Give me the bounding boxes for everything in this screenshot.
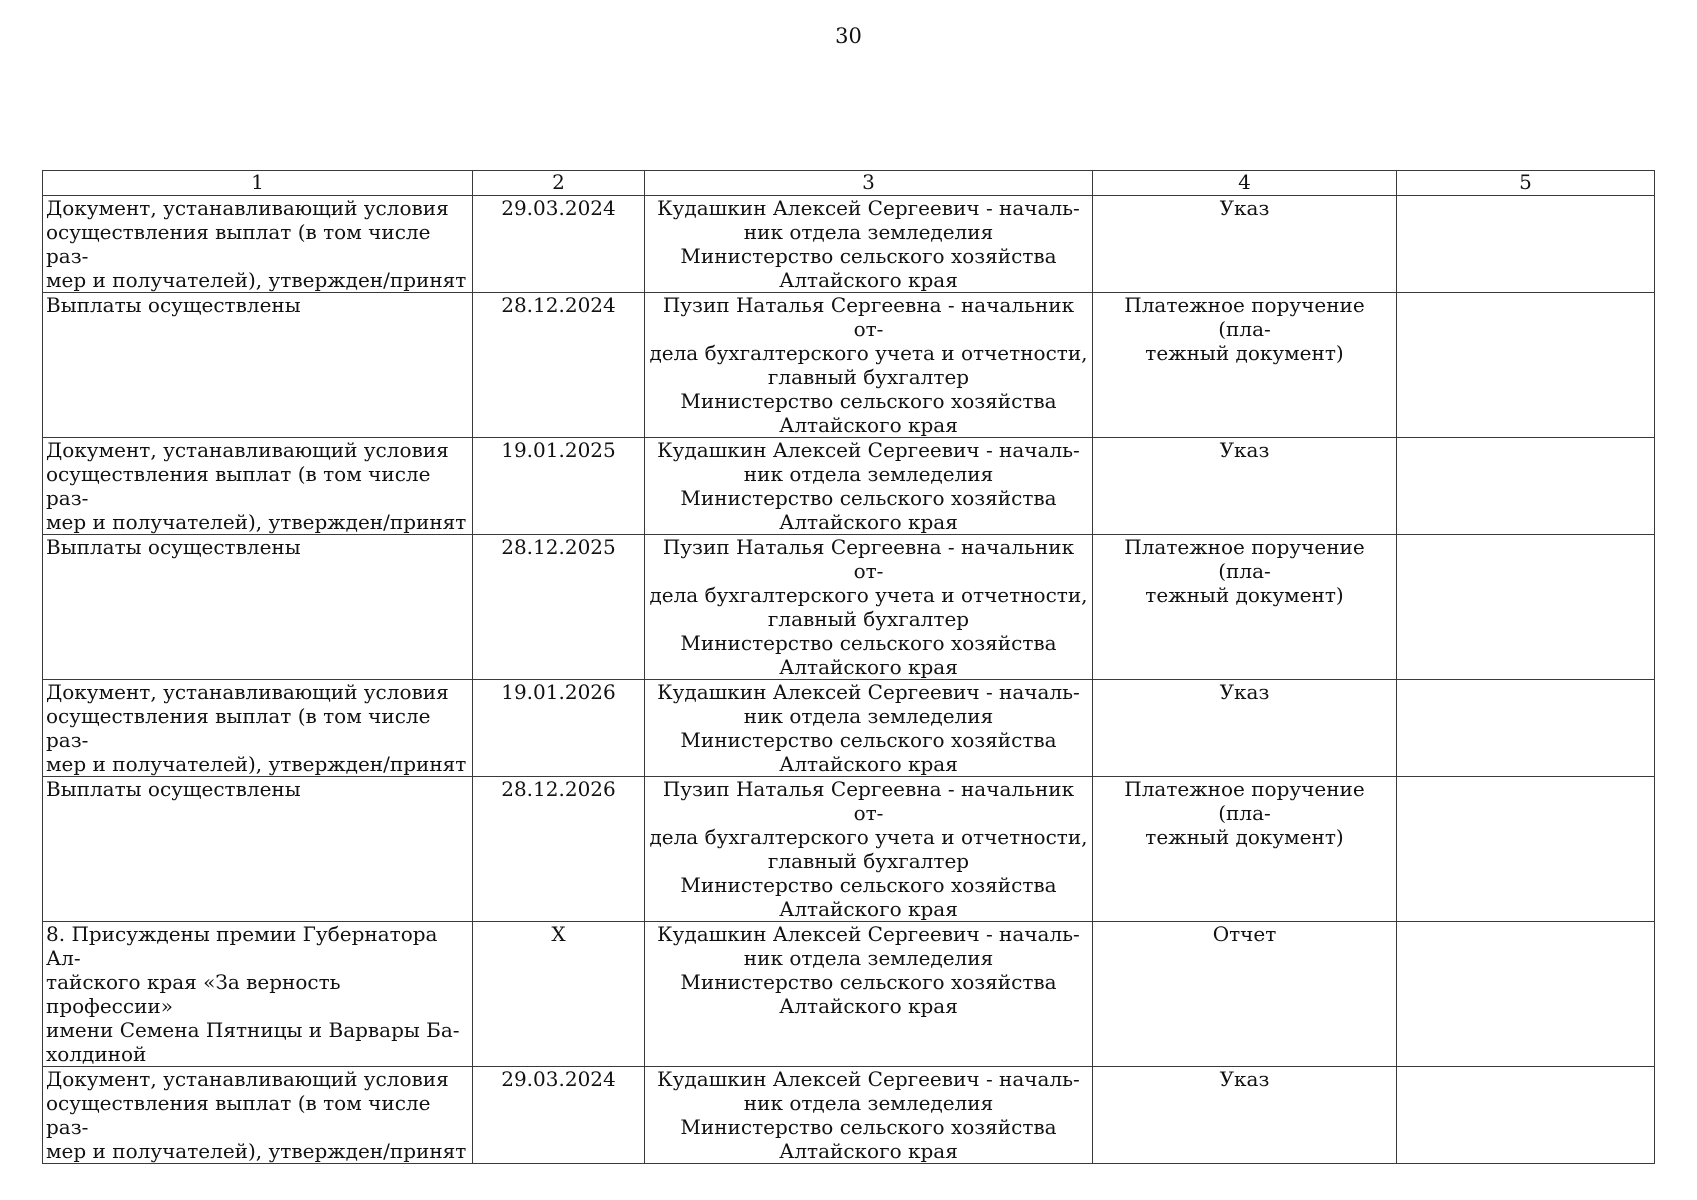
responsible-person-cell-line: главный бухгалтер — [767, 849, 970, 873]
responsible-person-cell-line: главный бухгалтер — [767, 365, 970, 389]
event-description-cell — [43, 777, 473, 922]
column-5-cell — [1397, 535, 1655, 680]
header-row — [43, 171, 1655, 196]
responsible-person-cell-line: Алтайского края — [779, 413, 958, 437]
document-type-cell — [1093, 535, 1397, 680]
responsible-person-cell-line: Алтайского края — [779, 510, 958, 534]
date-cell: 28.12.2024 — [473, 293, 645, 438]
document-type-cell-line: Платежное поручение (пла- — [1124, 777, 1365, 825]
responsible-person-cell-line: Алтайского края — [779, 655, 958, 679]
event-description-cell-line: осуществления выплат (в том числе раз- — [46, 462, 431, 510]
document-type-cell — [1093, 196, 1397, 293]
responsible-person-cell-line: главный бухгалтер — [767, 607, 970, 631]
table-row — [43, 922, 1655, 1067]
event-description-cell-line: осуществления выплат (в том числе раз- — [46, 704, 431, 752]
event-description-cell — [43, 535, 473, 680]
responsible-person-cell-line: Пузип Наталья Сергеевна - начальник от- — [662, 777, 1075, 825]
responsible-person-cell — [645, 293, 1093, 438]
header-cell-5: 5 — [1397, 171, 1655, 196]
responsible-person-cell-line: дела бухгалтерского учета и отчетности, — [649, 825, 1088, 849]
responsible-person-cell-line: Кудашкин Алексей Сергеевич - началь- — [657, 680, 1080, 704]
event-description-cell-line: мер и получателей), утвержден/принят — [46, 1139, 467, 1163]
column-5-cell — [1397, 196, 1655, 293]
responsible-person-cell-line: ник отдела земледелия — [743, 462, 994, 486]
header-cell-3: 3 — [645, 171, 1093, 196]
responsible-person-cell-line: Министерство сельского хозяйства — [680, 873, 1057, 897]
event-description-cell — [43, 196, 473, 293]
event-description-cell-line: Выплаты осуществлены — [46, 535, 301, 559]
responsible-person-cell-line: Министерство сельского хозяйства — [680, 486, 1057, 510]
responsible-person-cell — [645, 196, 1093, 293]
table-body — [43, 196, 1655, 1164]
document-type-cell-line: Платежное поручение (пла- — [1124, 293, 1365, 341]
date-cell: 28.12.2026 — [473, 777, 645, 922]
date-cell: X — [473, 922, 645, 1067]
event-description-cell-line: мер и получателей), утвержден/принят — [46, 268, 467, 292]
column-5-cell — [1397, 922, 1655, 1067]
table-row — [43, 535, 1655, 680]
responsible-person-cell-line: Алтайского края — [779, 268, 958, 292]
event-description-cell-line: Документ, устанавливающий условия — [46, 680, 449, 704]
event-description-cell — [43, 293, 473, 438]
document-type-cell-line: тежный документ) — [1145, 583, 1344, 607]
column-5-cell — [1397, 1067, 1655, 1164]
responsible-person-cell-line: Алтайского края — [779, 1139, 958, 1163]
responsible-person-cell — [645, 777, 1093, 922]
event-description-cell-line: имени Семена Пятницы и Варвары Ба- — [46, 1018, 460, 1042]
responsible-person-cell-line: Кудашкин Алексей Сергеевич - началь- — [657, 1067, 1080, 1091]
event-description-cell-line: осуществления выплат (в том числе раз- — [46, 1091, 431, 1139]
document-type-cell-line: Указ — [1219, 196, 1270, 220]
column-5-cell — [1397, 438, 1655, 535]
responsible-person-cell-line: Министерство сельского хозяйства — [680, 1115, 1057, 1139]
column-5-cell — [1397, 777, 1655, 922]
table-row — [43, 680, 1655, 777]
responsible-person-cell-line: Министерство сельского хозяйства — [680, 389, 1057, 413]
document-type-cell — [1093, 1067, 1397, 1164]
document-type-cell — [1093, 777, 1397, 922]
responsible-person-cell-line: ник отдела земледелия — [743, 946, 994, 970]
document-type-cell-line: Указ — [1219, 438, 1270, 462]
responsible-person-cell-line: Алтайского края — [779, 752, 958, 776]
responsible-person-cell-line: Кудашкин Алексей Сергеевич - началь- — [657, 438, 1080, 462]
responsible-person-cell-line: Алтайского края — [779, 994, 958, 1018]
document-type-cell — [1093, 680, 1397, 777]
responsible-person-cell-line: Алтайского края — [779, 897, 958, 921]
event-description-cell-line: Выплаты осуществлены — [46, 293, 301, 317]
event-description-cell-line: холдиной — [46, 1042, 147, 1066]
document-type-cell-line: Указ — [1219, 1067, 1270, 1091]
responsible-person-cell-line: Министерство сельского хозяйства — [680, 970, 1057, 994]
event-description-cell — [43, 1067, 473, 1164]
header-cell-2: 2 — [473, 171, 645, 196]
responsible-person-cell — [645, 680, 1093, 777]
event-description-cell-line: Документ, устанавливающий условия — [46, 438, 449, 462]
event-description-cell-line: мер и получателей), утвержден/принят — [46, 510, 467, 534]
document-type-cell — [1093, 922, 1397, 1067]
header-cell-1: 1 — [43, 171, 473, 196]
responsible-person-cell-line: Пузип Наталья Сергеевна - начальник от- — [662, 293, 1075, 341]
table-row — [43, 438, 1655, 535]
date-cell: 29.03.2024 — [473, 1067, 645, 1164]
table-row — [43, 196, 1655, 293]
table-row — [43, 777, 1655, 922]
responsible-person-cell-line: Министерство сельского хозяйства — [680, 728, 1057, 752]
event-description-cell — [43, 680, 473, 777]
responsible-person-cell-line: Кудашкин Алексей Сергеевич - началь- — [657, 922, 1080, 946]
event-description-cell-line: Документ, устанавливающий условия — [46, 196, 449, 220]
event-description-cell-line: мер и получателей), утвержден/принят — [46, 752, 467, 776]
responsible-person-cell-line: дела бухгалтерского учета и отчетности, — [649, 341, 1088, 365]
date-cell: 19.01.2025 — [473, 438, 645, 535]
event-description-cell-line: Документ, устанавливающий условия — [46, 1067, 449, 1091]
column-5-cell — [1397, 293, 1655, 438]
header-cell-4: 4 — [1093, 171, 1397, 196]
document-type-cell-line: Указ — [1219, 680, 1270, 704]
column-5-cell — [1397, 680, 1655, 777]
responsible-person-cell-line: ник отдела земледелия — [743, 1091, 994, 1115]
event-description-cell — [43, 922, 473, 1067]
date-cell: 29.03.2024 — [473, 196, 645, 293]
control-points-table — [42, 170, 1655, 1164]
table-row — [43, 1067, 1655, 1164]
responsible-person-cell-line: дела бухгалтерского учета и отчетности, — [649, 583, 1088, 607]
date-cell: 28.12.2025 — [473, 535, 645, 680]
responsible-person-cell-line: Министерство сельского хозяйства — [680, 244, 1057, 268]
event-description-cell-line: осуществления выплат (в том числе раз- — [46, 220, 431, 268]
responsible-person-cell-line: Министерство сельского хозяйства — [680, 631, 1057, 655]
responsible-person-cell — [645, 438, 1093, 535]
event-description-cell-line: 8. Присуждены премии Губернатора Ал- — [46, 922, 438, 970]
document-type-cell — [1093, 293, 1397, 438]
document-type-cell-line: Отчет — [1212, 922, 1277, 946]
document-type-cell-line: тежный документ) — [1145, 825, 1344, 849]
date-cell: 19.01.2026 — [473, 680, 645, 777]
table-row — [43, 293, 1655, 438]
event-description-cell — [43, 438, 473, 535]
responsible-person-cell-line: Пузип Наталья Сергеевна - начальник от- — [662, 535, 1075, 583]
event-description-cell-line: тайского края «За верность профессии» — [46, 970, 341, 1018]
document-type-cell-line: Платежное поручение (пла- — [1124, 535, 1365, 583]
document-type-cell-line: тежный документ) — [1145, 341, 1344, 365]
responsible-person-cell-line: ник отдела земледелия — [743, 704, 994, 728]
responsible-person-cell-line: Кудашкин Алексей Сергеевич - началь- — [657, 196, 1080, 220]
responsible-person-cell-line: ник отдела земледелия — [743, 220, 994, 244]
responsible-person-cell — [645, 535, 1093, 680]
document-type-cell — [1093, 438, 1397, 535]
event-description-cell-line: Выплаты осуществлены — [46, 777, 301, 801]
responsible-person-cell — [645, 1067, 1093, 1164]
page-number: 30 — [835, 24, 862, 48]
responsible-person-cell — [645, 922, 1093, 1067]
